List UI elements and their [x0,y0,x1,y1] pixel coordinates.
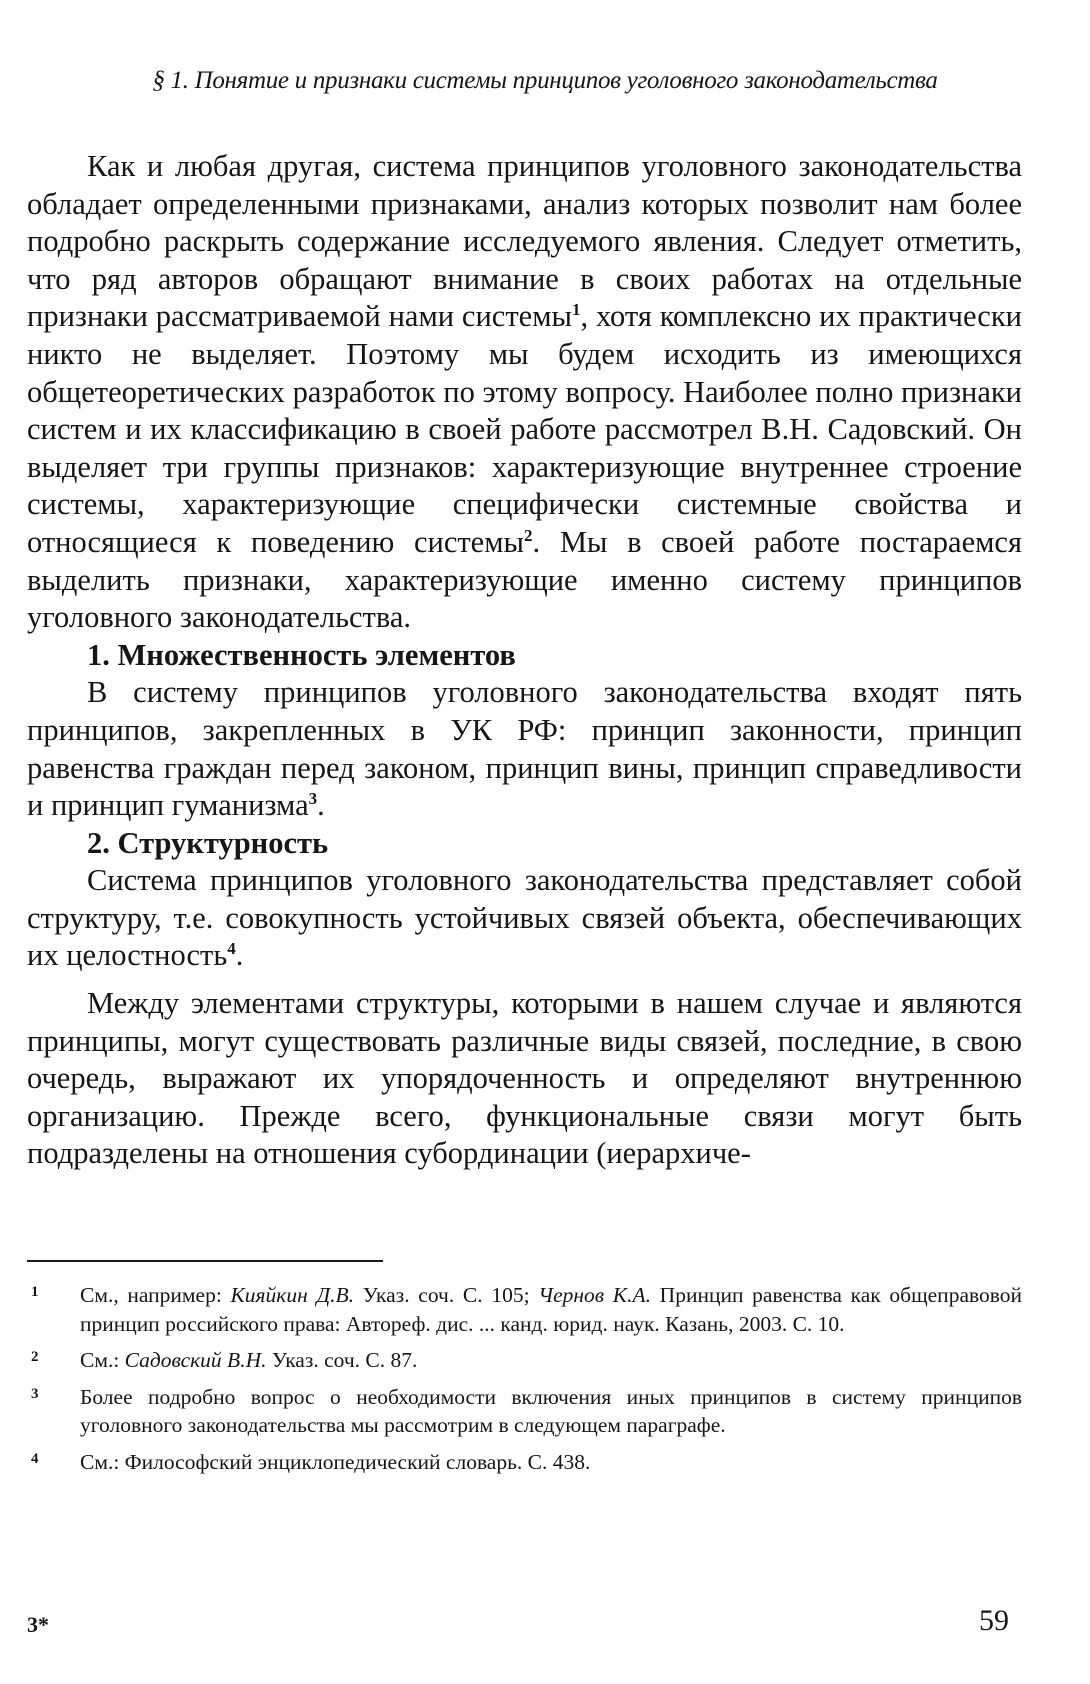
footnote-author: Чернов К.А. [538,1283,651,1307]
signature-mark: 3* [27,1612,49,1637]
footnote-author: Садовский В.Н. [124,1348,267,1373]
footnote-prefix: См.: [80,1348,125,1373]
footnote-ref-1[interactable]: 1 [571,300,581,320]
footnote-rest: Принцип равенства как общеправовой принцип российского права: Автореф. дис. ... канд. юрид. наук. Казань, 2003. С. 10. [80,1283,1022,1336]
paragraph-intro [27,148,1022,637]
section-heading-1: 1. Множественность элементов [87,637,516,672]
footnote-rest: Указ. соч. С. 87. [266,1348,418,1373]
footnote-text: Более подробно вопрос о необходимости включения иных принципов в систему принципов уголовного законодательства мы рассмотрим в следующем параграфе. [80,1384,1022,1438]
paragraph-text: . [317,788,325,823]
paragraph-text: . [235,938,244,973]
footnote-ref-3[interactable]: 3 [308,789,318,809]
footnote-2 [27,1346,1022,1375]
footnote-text [80,1348,417,1372]
paragraph-text: , хотя комплексно их практически никто не выделяет. Поэтому мы будем исходить из имеющихся общетеоретических разработок по этому вопросу. Наиболее полно признаки систем и их классификацию в своей работе рассмотрел В.Н. Садовский. Он выделяет три группы признаков: характеризующие внутреннее строение системы, характеризующие специфически системные свойства и относящиеся к поведению системы [27,299,1022,559]
footnote-4 [27,1448,1022,1477]
paragraph-text: В систему принципов уголовного законодательства входят пять принципов, закрепленных в УК РФ: принцип законности, принцип равенства граждан перед законом, принцип вины, принцип справедливости и принцип гуманизма [27,675,1022,823]
footnote-text: См.: Философский энциклопедический словарь. С. 438. [80,1449,591,1474]
footnote-divider [27,1260,383,1262]
footnote-1 [27,1281,1022,1338]
paragraph-links: Между элементами структуры, которыми в нашем случае и являются принципы, могут существовать различные виды связей, последние, в свою очередь, выражают их упорядоченность и определяют внутреннюю организацию. Прежде всего, функциональные связи могут быть подразделены на отношения субординации (иерархиче- [27,986,1022,1171]
section-heading-2: 2. Структурность [87,825,329,860]
footnote-number: 3 [31,1385,39,1402]
paragraph-text: . Мы в своей работе постараемся выделить признаки, характеризующие именно систему принципов уголовного законодательства. [27,524,1023,635]
paragraph-structure [27,862,1022,975]
footnote-3 [27,1383,1022,1440]
paragraph-elements [27,674,1022,824]
running-head: § 1. Понятие и признаки системы принципов уголовного законодательства [152,67,938,94]
footnote-ref-2[interactable]: 2 [524,525,533,545]
footnote-author: Кияйкин Д.В. [230,1283,355,1307]
footnote-number: 2 [31,1349,39,1366]
footnote-middle: Указ. соч. С. 105; [354,1283,539,1307]
footnote-text [80,1283,1022,1336]
footnote-ref-4[interactable]: 4 [227,939,236,959]
paragraph-text: Как и любая другая, система принципов уголовного законодательства обладает определенными признаками, анализ которых позволит нам более подробно раскрыть содержание исследуемого явления. Следует отметить, что ряд авторов обращают внимание в своих работах на отдельные признаки рассматриваемой нами системы [27,149,1022,334]
footnotes [27,1281,1022,1485]
paragraph-text: Система принципов уголовного законодательства представляет собой структуру, т.е. совокупность устойчивых связей объекта, обеспечивающих их целостность [27,863,1022,973]
footnote-number: 1 [31,1284,39,1300]
main-text [27,148,1022,1173]
footnote-number: 4 [31,1450,39,1467]
footnote-prefix: См., например: [80,1283,231,1307]
page-number: 59 [979,1604,1009,1637]
